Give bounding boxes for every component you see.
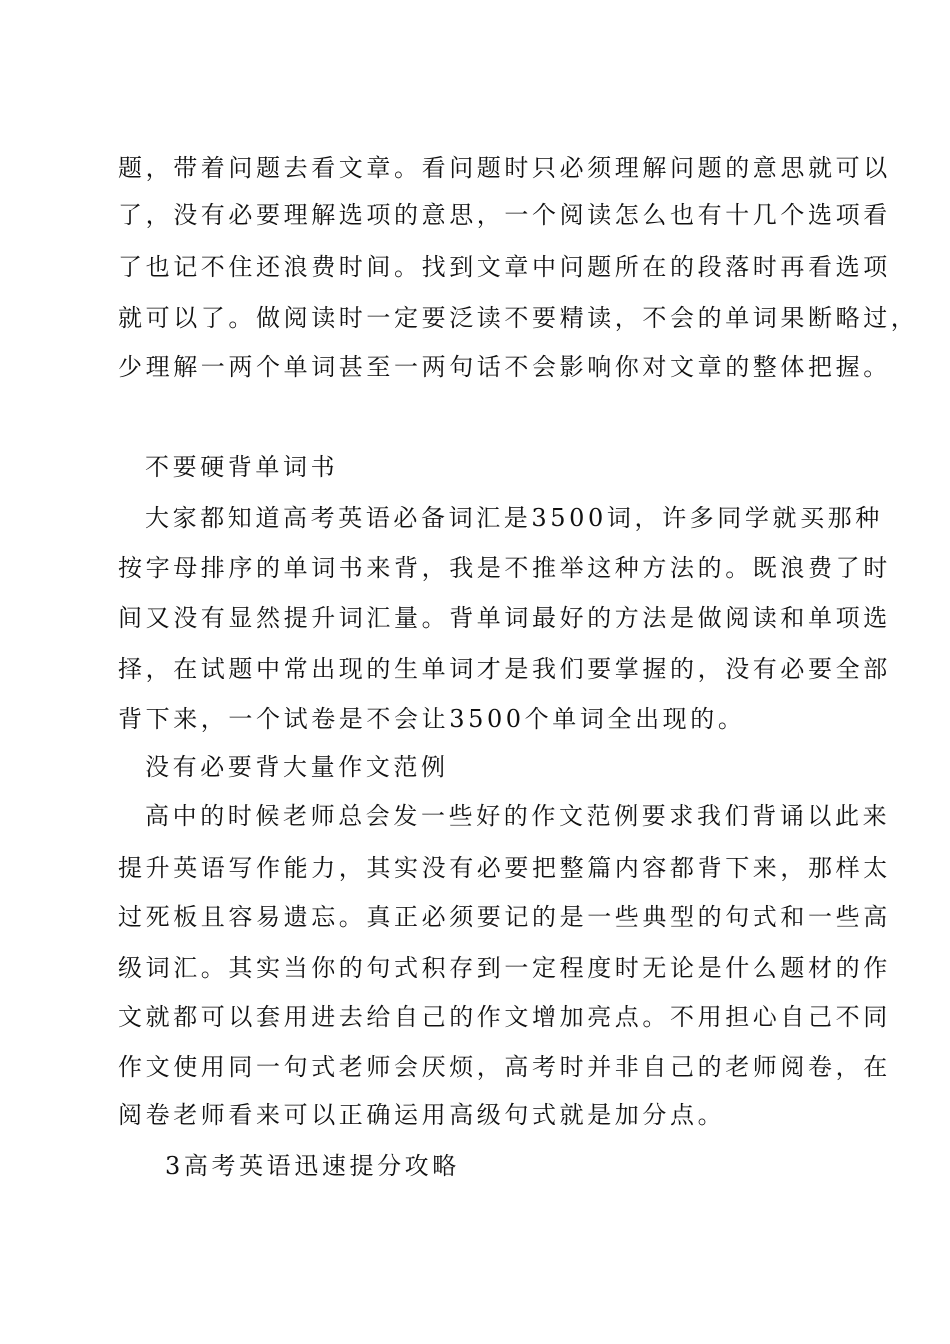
intro-line-1: 题，带着问题去看文章。看问题时只必须理解问题的意思就可以 [118,154,891,182]
vocab-line-4: 择，在试题中常出现的生单词才是我们要掌握的，没有必要全部 [118,655,891,683]
essay-line-2: 提升英语写作能力，其实没有必要把整篇内容都背下来，那样太 [118,854,891,882]
section-title: 3高考英语迅速提分攻略 [165,1152,460,1180]
intro-line-4: 就可以了。做阅读时一定要泛读不要精读，不会的单词果断略过， [118,304,919,332]
essay-line-5: 文就都可以套用进去给自己的作文增加亮点。不用担心自己不同 [118,1003,891,1031]
vocab-line-1: 大家都知道高考英语必备词汇是3500词，许多同学就买那种 [145,504,883,532]
heading-vocab: 不要硬背单词书 [145,453,339,481]
vocab-line-3: 间又没有显然提升词汇量。背单词最好的方法是做阅读和单项选 [118,604,891,632]
intro-line-2: 了，没有必要理解选项的意思，一个阅读怎么也有十几个选项看 [118,201,891,229]
essay-line-1: 高中的时候老师总会发一些好的作文范例要求我们背诵以此来 [145,802,891,830]
vocab-line-5: 背下来，一个试卷是不会让3500个单词全出现的。 [118,705,746,733]
essay-line-3: 过死板且容易遗忘。真正必须要记的是一些典型的句式和一些高 [118,903,891,931]
essay-line-7: 阅卷老师看来可以正确运用高级句式就是加分点。 [118,1101,726,1129]
essay-line-4: 级词汇。其实当你的句式积存到一定程度时无论是什么题材的作 [118,954,891,982]
vocab-line-2: 按字母排序的单词书来背，我是不推举这种方法的。既浪费了时 [118,554,891,582]
heading-essay: 没有必要背大量作文范例 [145,753,449,781]
essay-line-6: 作文使用同一句式老师会厌烦，高考时并非自己的老师阅卷，在 [118,1053,891,1081]
intro-line-3: 了也记不住还浪费时间。找到文章中问题所在的段落时再看选项 [118,253,891,281]
intro-line-5: 少理解一两个单词甚至一两句话不会影响你对文章的整体把握。 [118,353,891,381]
